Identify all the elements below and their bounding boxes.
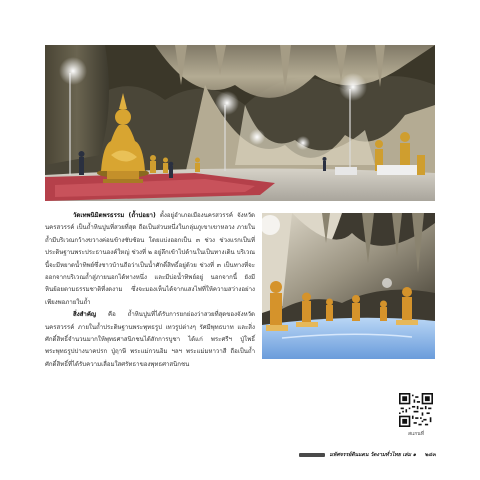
article-paragraph-2 xyxy=(45,309,255,371)
cave-photo-secondary xyxy=(262,213,435,359)
article-paragraph-1-text: ตั้งอยู่อำเภอเมืองนครสวรรค์ จังหวัดนครสวรรค์ เป็นถ้ำหินปูนที่สวยที่สุด ถือเป็นส่วนหนึ่งในกลุ่มภูเขาเขาหลวง ภายในถ้ำมีบริเวณกว้างขวางค่อนข้างซับซ้อน โดยแบ่งออกเป็น ๓ ช่วง ช่วงแรกเป็นที่ประดิษฐานพระประธานองค์ใหญ่ ช่วงที่ ๒ อยู่ลึกเข้าไปด้านในเป็นทางเดิน บริเวณนี้จะมีหยาดน้ำทิพย์ซึ่งชาวบ้านถือว่าเป็นน้ำศักดิ์สิทธิ์อยู่ด้วย ช่วงที่ ๓ เป็นทางที่จะออกจากบริเวณถ้ำสู่ภายนอกได้ทางหนึ่ง และมีบ่อน้ำทิพย์อยู่ นอกจากนี้ ยังมีหินย้อยตามธรรมชาติที่งดงาม ซึ่งจะมองเห็นได้จากแสงไฟที่ให้ความสว่างอย่างเพียงพอภายในถ้ำ xyxy=(45,212,256,306)
page-number: ๒๔๓ xyxy=(425,452,436,458)
article-body xyxy=(45,210,255,371)
qr-caption: สแกนที่ xyxy=(407,431,424,437)
article-subheading: สิ่งสำคัญ xyxy=(73,311,97,319)
qr-code[interactable] xyxy=(399,393,433,427)
article-title: วัดเทพนิมิตพรธรรม (ถ้ำปอยา) xyxy=(73,212,156,219)
article-paragraph-2-text: คือ ถ้ำหินปูนที่ได้รับการยกย่องว่าสวยที่สุดของจังหวัดนครสวรรค์ ภายในถ้ำประดิษฐานพระพุทธรูป เทวรูปต่างๆ รัศมีพุทธบาท และสิ่งศักดิ์สิทธิ์จำนวนมากให้พุทธศาสนิกชนได้สักการบูชา ได้แก่ พระศรีฯ ปู่โพธิ์ พระพุทธรูปปางนาคปรก ปู่ฤาษี พระแม่กวนอิม ฯลฯ พระแม่มหาวาสี ถือเป็นถ้ำศักดิ์สิทธิ์ที่ได้รับความเลื่อมใสศรัทธาของพุทธศาสนิกชน xyxy=(45,311,255,368)
page-footer xyxy=(266,450,436,460)
cave-photo-main xyxy=(45,45,435,201)
article-paragraph-1 xyxy=(45,210,255,309)
publication-title: มหัศจรรย์ดินแดน วัดงามทั่วไทย เล่ม ๑ xyxy=(329,452,417,458)
footer-decor-bar xyxy=(299,453,325,457)
